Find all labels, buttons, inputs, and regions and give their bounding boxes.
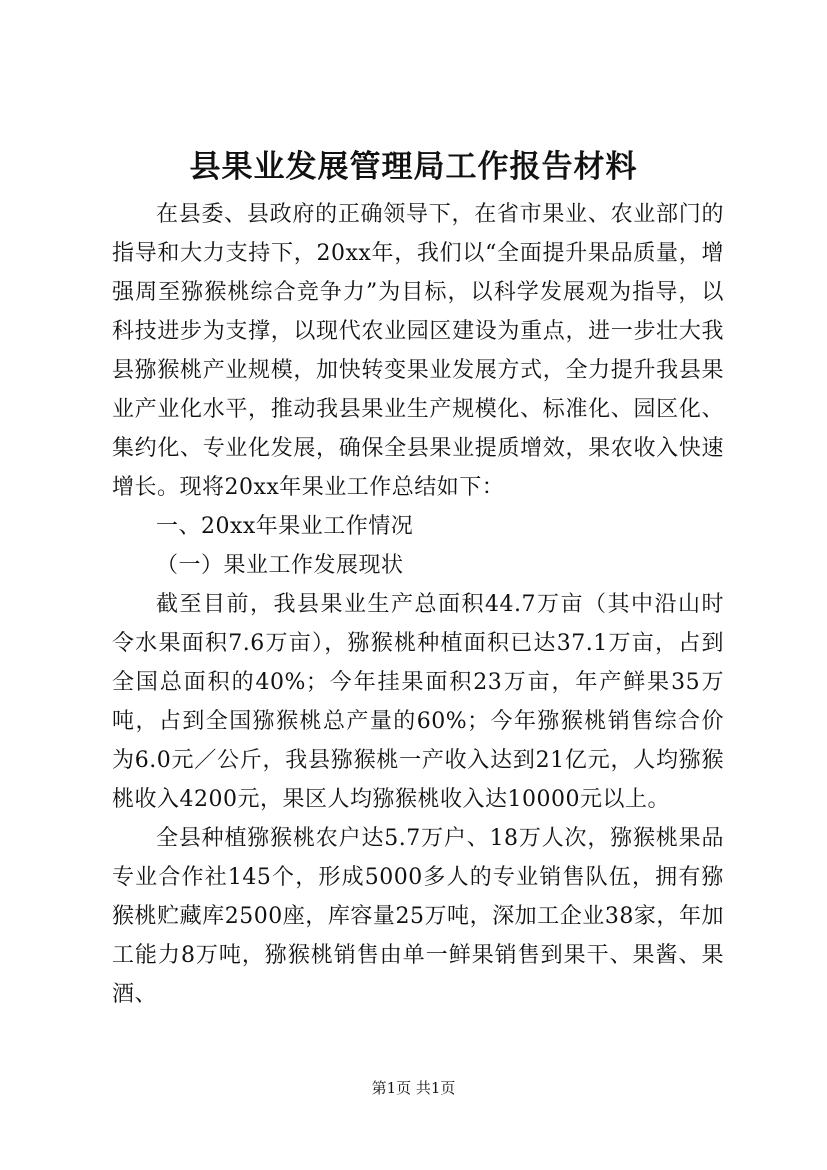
document-body <box>112 195 724 1014</box>
section-heading: 一、20xx年果业工作情况 <box>156 514 414 539</box>
page-footer: 第1页 共1页 <box>371 1079 456 1097</box>
status-paragraph: 截至目前，我县果业生产总面积44.7万亩（其中沿山时令水果面积7.6万亩），猕猴桃种植面积已达37.1万亩，占到全国总面积的40%；今年挂果面积23万亩，年产鲜果35万吨，占到全国猕猴桃总产量的60%；今年猕猴桃销售综合价为6.0元／公斤，我县猕猴桃一产收入达到21亿元，人均猕猴桃收入4200元，果区人均猕猴桃收入达10000元以上。 <box>112 592 724 812</box>
farmers-paragraph: 全县种植猕猴桃农户达5.7万户、18万人次，猕猴桃果品专业合作社145个，形成5000多人的专业销售队伍，拥有猕猴桃贮藏库2500座，库容量25万吨，深加工企业38家，年加工能力8万吨，猕猴桃销售由单一鲜果销售到果干、果酱、果酒、 <box>112 826 724 1007</box>
intro-paragraph: 在县委、县政府的正确领导下，在省市果业、农业部门的指导和大力支持下，20xx年，我们以“全面提升果品质量，增强周至猕猴桃综合竞争力”为目标，以科学发展观为指导，以科技进步为支撑，以现代农业园区建设为重点，进一步壮大我县猕猴桃产业规模，加快转变果业发展方式，全力提升我县果业产业化水平，推动我县果业生产规模化、标准化、园区化、集约化、专业化发展，确保全县果业提质增效，果农收入快速增长。现将20xx年果业工作总结如下： <box>112 202 724 500</box>
document-title: 县果业发展管理局工作报告材料 <box>189 149 638 185</box>
subsection-heading: （一）果业工作发展现状 <box>156 553 404 578</box>
